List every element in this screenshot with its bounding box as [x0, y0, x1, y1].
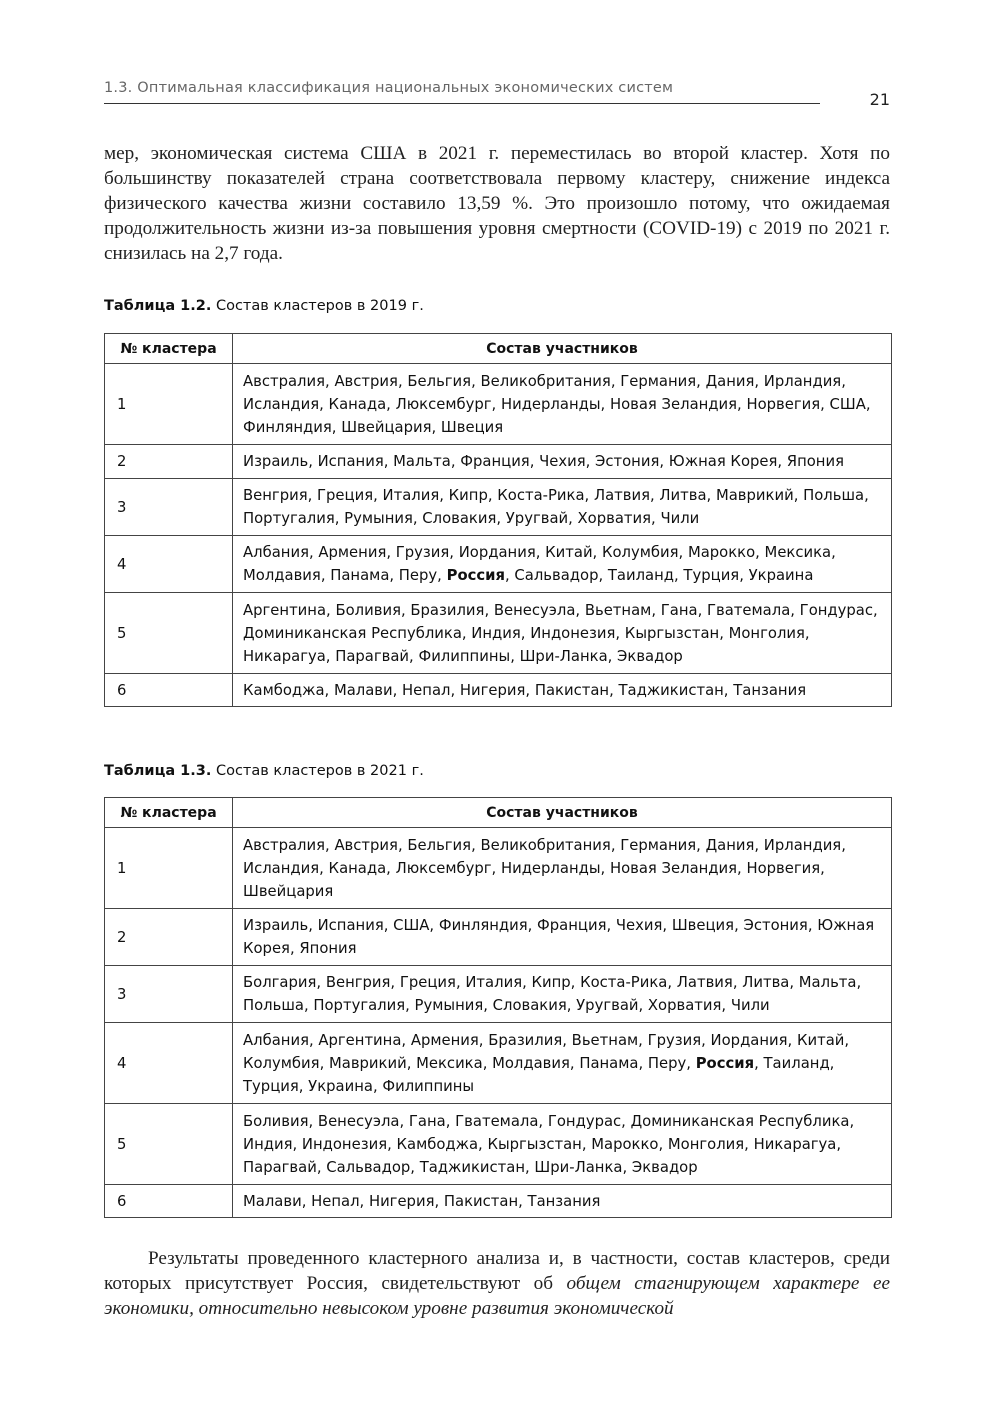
paragraph-2-text: Результаты проведенного кластерного анализа и, в частности, состав кластеров, среди которых присутствует Россия, свидетельствуют об [104, 1248, 890, 1294]
paragraph-2-italic-text: общем стагнирующем характере ее экономики, относительно невысоком уровне развития экономической [104, 1273, 891, 1319]
column-header-members: Состав участников [233, 798, 892, 828]
members-text-after: , Таиланд, Турция, Украина, Филиппины [243, 1054, 835, 1095]
members-text-before: Албания, Армения, Грузия, Иордания, Китай, Колумбия, Марокко, Мексика, Молдавия, Панама, Перу, [243, 544, 836, 584]
cluster-members-cell [233, 1023, 892, 1104]
table-row [105, 1023, 892, 1104]
cluster-number-cell: 2 [105, 909, 233, 966]
cluster-number-cell: 1 [105, 828, 233, 909]
cluster-number-cell: 6 [105, 1185, 233, 1218]
table-row [105, 445, 892, 479]
cluster-number-cell: 4 [105, 1023, 233, 1104]
table-1-caption [104, 298, 890, 314]
running-header-title: 1.3. Оптимальная классификация национальных экономических систем [104, 80, 674, 96]
cluster-number-cell: 3 [105, 966, 233, 1023]
column-header-cluster-number: № кластера [105, 334, 233, 364]
cluster-members-cell [233, 536, 892, 593]
table-1-caption-label: Таблица 1.2. [104, 298, 212, 314]
cluster-members-cell: Болгария, Венгрия, Греция, Италия, Кипр, Коста-Рика, Латвия, Литва, Мальта, Польша, Португалия, Румыния, Словакия, Уругвай, Хорватия, Чили [233, 966, 892, 1023]
table-row [105, 479, 892, 536]
cluster-number-cell: 6 [105, 674, 233, 707]
highlighted-country-russia: Россия [695, 1054, 755, 1072]
table-2-caption-text: Состав кластеров в 2021 г. [215, 763, 424, 779]
column-header-cluster-number: № кластера [105, 798, 233, 828]
cluster-number-cell: 5 [105, 1104, 233, 1185]
members-text-before: Албания, Аргентина, Армения, Бразилия, Вьетнам, Грузия, Иордания, Китай, Колумбия, Маврикий, Мексика, Молдавия, Панама, Перу, [243, 1031, 850, 1072]
cluster-members-cell: Израиль, Испания, Мальта, Франция, Чехия, Эстония, Южная Корея, Япония [233, 445, 892, 479]
cluster-members-cell: Австралия, Австрия, Бельгия, Великобритания, Германия, Дания, Ирландия, Исландия, Канада, Люксембург, Нидерланды, Новая Зеландия, Норвегия, США, Финляндия, Швейцария, Швеция [233, 364, 892, 445]
cluster-members-cell: Боливия, Венесуэла, Гана, Гватемала, Гондурас, Доминиканская Республика, Индия, Индонезия, Камбоджа, Кыргызстан, Марокко, Монголия, Никарагуа, Парагвай, Сальвадор, Таджикистан, Шри-Ланка, Эквадор [233, 1104, 892, 1185]
table-row [105, 966, 892, 1023]
body-paragraph-1: мер, экономическая система США в 2021 г. переместилась во второй кластер. Хотя по большинству показателей страна соответствовала первому кластеру, снижение индекса физического качества жизни составило 13,59 %. Это произошло потому, что ожидаемая продолжительность жизни из-за повышения уровня смертности (COVID-19) с 2019 по 2021 г. снизилась на 2,7 года. [104, 143, 890, 264]
header-rule [104, 103, 820, 104]
table-row [105, 364, 892, 445]
cluster-number-cell: 5 [105, 593, 233, 674]
table-row [105, 536, 892, 593]
table-row [105, 674, 892, 707]
table-row [105, 593, 892, 674]
cluster-members-cell: Израиль, Испания, США, Финляндия, Франция, Чехия, Швеция, Эстония, Южная Корея, Япония [233, 909, 892, 966]
table-row [105, 1185, 892, 1218]
cluster-number-cell: 1 [105, 364, 233, 445]
table-2-caption [104, 763, 890, 779]
table-row [105, 1104, 892, 1185]
cluster-members-cell: Аргентина, Боливия, Бразилия, Венесуэла, Вьетнам, Гана, Гватемала, Гондурас, Доминиканская Республика, Индия, Индонезия, Кыргызстан, Монголия, Никарагуа, Парагвай, Филиппины, Шри-Ланка, Эквадор [233, 593, 892, 674]
table-header-row [105, 334, 892, 364]
page-number: 21 [869, 90, 890, 109]
members-text-after: , Сальвадор, Таиланд, Турция, Украина [505, 567, 814, 584]
body-paragraph-2 [104, 1246, 890, 1321]
cluster-number-cell: 4 [105, 536, 233, 593]
table-2-caption-label: Таблица 1.3. [104, 763, 212, 779]
table-header-row [105, 798, 892, 828]
cluster-members-cell: Венгрия, Греция, Италия, Кипр, Коста-Рика, Латвия, Литва, Маврикий, Польша, Португалия, Румыния, Словакия, Уругвай, Хорватия, Чили [233, 479, 892, 536]
table-row [105, 909, 892, 966]
cluster-number-cell: 2 [105, 445, 233, 479]
cluster-members-cell: Австралия, Австрия, Бельгия, Великобритания, Германия, Дания, Ирландия, Исландия, Канада, Люксембург, Нидерланды, Новая Зеландия, Норвегия, Швейцария [233, 828, 892, 909]
clusters-table-2021 [104, 797, 892, 1218]
cluster-members-cell: Малави, Непал, Нигерия, Пакистан, Танзания [233, 1185, 892, 1218]
cluster-members-cell: Камбоджа, Малави, Непал, Нигерия, Пакистан, Таджикистан, Танзания [233, 674, 892, 707]
clusters-table-2019 [104, 333, 892, 707]
column-header-members: Состав участников [233, 334, 892, 364]
cluster-number-cell: 3 [105, 479, 233, 536]
table-1-caption-text: Состав кластеров в 2019 г. [215, 298, 424, 314]
table-row [105, 828, 892, 909]
highlighted-country-russia: Россия [446, 567, 506, 584]
